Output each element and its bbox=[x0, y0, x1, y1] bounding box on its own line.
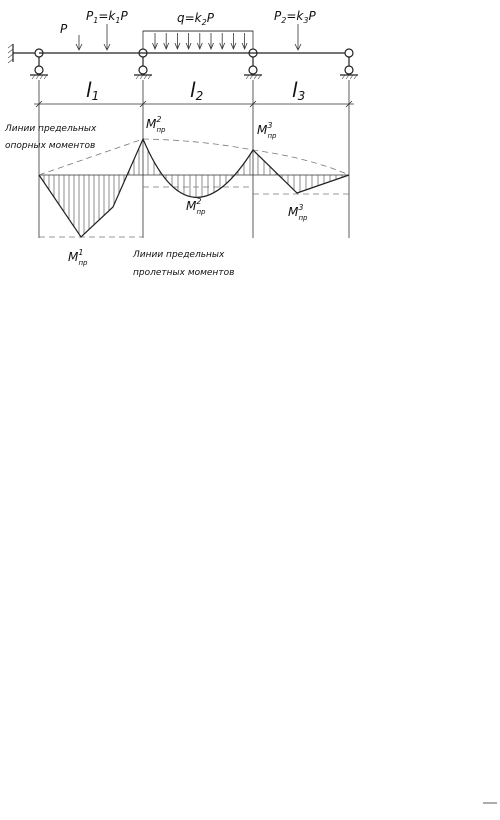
load-p-label: P bbox=[60, 22, 68, 36]
span-l2-label: l2 bbox=[190, 78, 204, 103]
left-wall-hatch bbox=[8, 44, 13, 63]
support-limit-note-line2: опорных моментов bbox=[5, 141, 96, 151]
beam-scheme bbox=[8, 9, 358, 79]
svg-text:P1=k1P: $P_1=k_1P$ bbox=[86, 9, 128, 25]
support-a bbox=[30, 57, 48, 79]
distributed-load bbox=[143, 31, 253, 49]
moment-m2-support-label: $M^2$ пр bbox=[146, 115, 166, 134]
moment-curve bbox=[39, 139, 349, 237]
moment-m3-span-label: $M^3$ пр bbox=[288, 203, 308, 222]
load-p2-arrow bbox=[295, 24, 301, 50]
moment-m3-support-label: $M^3$ пр bbox=[257, 121, 277, 140]
svg-text:P2=k3P: $P_2=k_3P$ bbox=[274, 9, 316, 25]
moment-m2-span-label: $M^2$ пр bbox=[186, 197, 206, 216]
load-p1-arrow bbox=[104, 24, 110, 50]
load-p-arrow bbox=[76, 35, 82, 50]
distributed-load-arrows bbox=[153, 33, 248, 49]
support-limit-note-line1: Линии предельных bbox=[5, 124, 97, 134]
hinge-d bbox=[345, 49, 353, 57]
span-limit-note-line2: пролетных моментов bbox=[133, 268, 235, 278]
load-q-label bbox=[177, 11, 215, 27]
svg-text:q=k2P: $q=k_2P$ bbox=[177, 11, 214, 27]
support-c bbox=[244, 57, 262, 79]
moment-m1-label: $M^1$ пр bbox=[68, 248, 88, 267]
span-limit-note-line1: Линии предельных bbox=[133, 250, 225, 260]
span-l1-label: l1 bbox=[86, 78, 100, 103]
support-d bbox=[340, 57, 358, 79]
support-b bbox=[134, 57, 152, 79]
load-p1-label bbox=[86, 9, 128, 25]
load-p2-label bbox=[274, 9, 316, 25]
span-l3-label: l3 bbox=[292, 78, 306, 103]
